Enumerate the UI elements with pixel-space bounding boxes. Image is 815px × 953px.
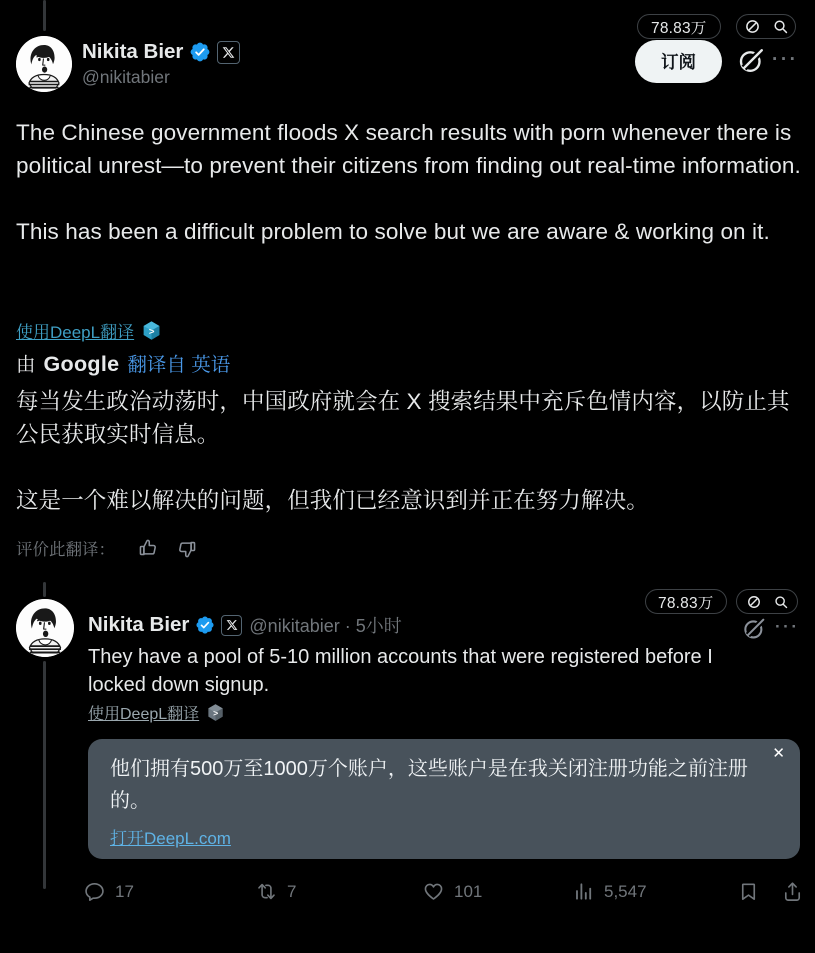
x-logo-badge [221,615,242,636]
tweet-paragraph: The Chinese government floods X search results with porn whenever there is political unrest—to prevent their citizens from finding out real-time information. [16,120,801,178]
handle-and-time[interactable]: @nikitabier · 5小时 [249,616,402,636]
magnifier-icon[interactable] [773,19,788,34]
repost-button[interactable] [255,880,296,903]
views-button[interactable] [572,880,647,903]
retweet-arrows-icon [255,880,278,903]
repost-count: 7 [287,881,297,901]
svg-text:>: > [213,707,219,718]
overlay-tools [736,589,798,614]
tweet-body-english [16,116,804,248]
grok-slash-circle-icon[interactable] [736,46,766,76]
tweet-paragraph: 这是一个难以解决的问题，但我们已经意识到并正在努力解决。 [16,488,649,513]
like-count: 101 [454,881,483,901]
thread-line-top [43,0,46,31]
tweet-body-chinese [16,385,808,517]
avatar-illustration [16,36,72,92]
rate-translation-label: 评价此翻译： [16,541,115,559]
reply-body: They have a pool of 5-10 million accounts that were registered before I locked down signup. [88,646,713,696]
avatar[interactable] [16,599,74,657]
share-upload-icon [781,880,804,903]
speech-bubble-icon [83,880,106,903]
circle-slash-icon[interactable] [747,595,761,609]
thread-line-bottom [43,661,46,889]
deepl-cube-icon [141,320,162,341]
magnifier-icon[interactable] [774,595,788,609]
tweet2-header [88,612,402,638]
more-menu-button[interactable]: ··· [775,617,800,636]
google-translate-attribution [16,349,230,377]
deepl-cube-icon [206,703,225,722]
popup-translation-text: 他们拥有500万至1000万个账户，这些账户是在我关闭注册功能之前注册的。 [110,758,748,812]
display-name[interactable]: Nikita Bier [82,40,184,63]
avatar-illustration [16,599,74,657]
like-button[interactable] [422,880,482,903]
grok-slash-circle-icon[interactable] [741,616,767,642]
bookmark-button[interactable] [737,880,760,903]
close-icon[interactable]: ✕ [772,745,785,762]
translated-from-link[interactable]: 翻译自 英语 [127,354,231,376]
rate-translation-row [16,535,198,561]
more-menu-button[interactable]: ··· [772,49,799,70]
deepl-translate-row [88,701,225,723]
open-deepl-link[interactable]: 打开DeepL.com [110,829,231,848]
views-count-badge[interactable]: 78.83万 [637,14,721,39]
x-logo-badge [217,41,240,64]
bar-chart-icon [572,880,595,903]
bookmark-icon [737,880,760,903]
verified-badge-icon [195,615,215,635]
deepl-translate-link[interactable]: 使用DeepL翻译 [88,705,200,723]
tweet-paragraph: This has been a difficult problem to solve but we are aware & working on it. [16,219,770,244]
google-by-label: 由 [16,354,36,376]
circle-slash-icon[interactable] [745,19,760,34]
reply-count: 17 [115,881,134,901]
heart-icon [422,880,445,903]
svg-text:>: > [148,325,155,337]
user-handle[interactable]: @nikitabier [82,67,170,87]
deepl-translate-row [16,318,162,342]
overlay-tools [736,14,796,39]
display-name[interactable]: Nikita Bier [88,613,190,636]
view-count: 5,547 [604,881,647,901]
subscribe-button[interactable]: 订阅 [635,40,722,83]
google-logo-text: Google [43,352,120,376]
share-button[interactable] [781,880,804,903]
avatar[interactable] [16,36,72,92]
reply-button[interactable] [83,880,134,903]
tweet-action-bar [0,876,815,912]
thumbs-up-icon[interactable] [137,537,160,560]
deepl-translation-popup [88,739,800,859]
views-count-badge[interactable]: 78.83万 [645,589,727,614]
thumbs-down-icon[interactable] [175,537,198,560]
deepl-translate-link[interactable]: 使用DeepL翻译 [16,322,135,342]
tweet1-header [82,39,240,65]
verified-badge-icon [189,41,211,63]
tweet-paragraph: 每当发生政治动荡时，中国政府就会在 X 搜索结果中充斥色情内容，以防止其公民获取实时信息。 [16,389,790,447]
thread-line-mid [43,582,46,597]
